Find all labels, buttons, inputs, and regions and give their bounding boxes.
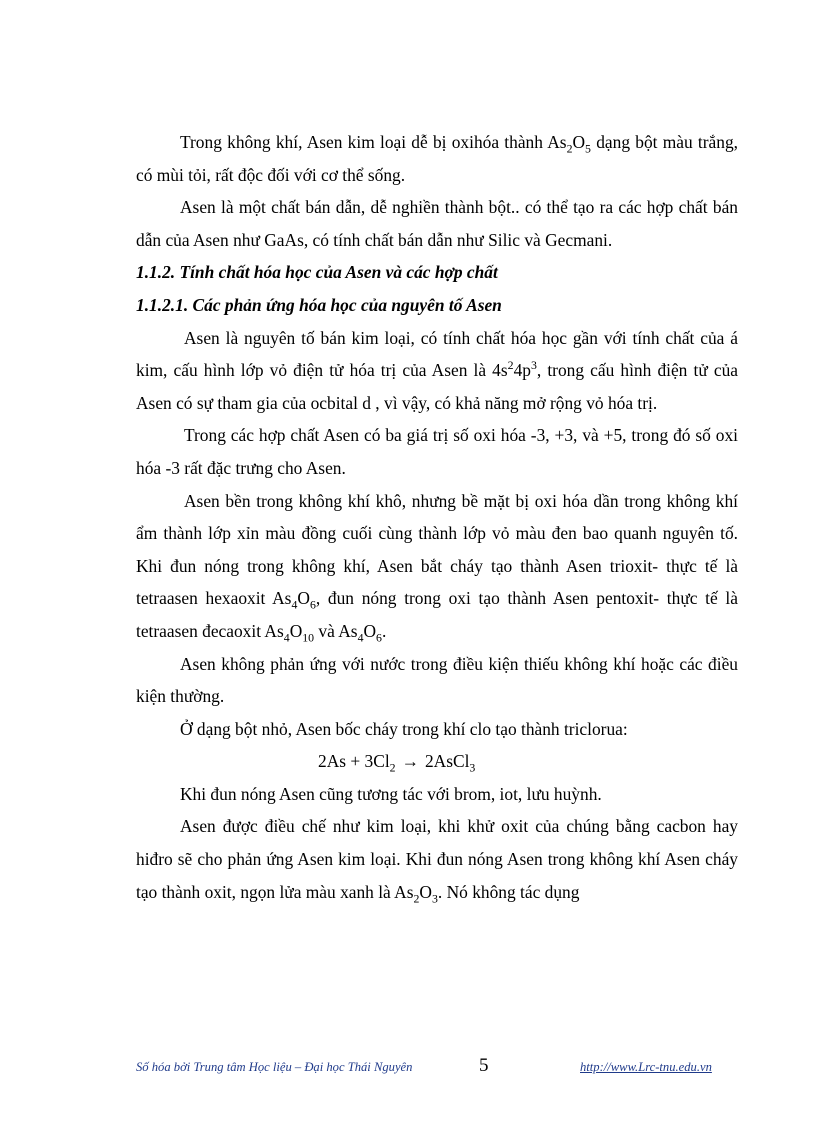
- paragraph-arsenic-oxidation: Trong không khí, Asen kim loại dễ bị oxihóa thành $As_2O_5$ dạng bột màu trắng, có mùi tỏi, rất độc đối với cơ thể sống.: [136, 132, 738, 185]
- section-heading-1-1-2-1: 1.1.2.1. Các phản ứng hóa học của nguyên tố Asen: [136, 294, 502, 315]
- paragraph-preparation: Asen được điều chế như kim loại, khi khử oxit của chúng bằng cacbon hay hiđro sẽ cho phản ứng Asen kim loại. Khi đun nóng Asen trong không khí Asen cháy tạo thành oxit, ngọn lửa màu xanh là $As_2O_3$. Nó không tác dụng: [136, 816, 738, 906]
- document-body: [136, 126, 738, 908]
- page-number: 5: [479, 1055, 489, 1076]
- paragraph-semiconductor: Asen là một chất bán dẫn, dễ nghiền thành bột.. có thể tạo ra các hợp chất bán dẫn của Asen như GaAs, có tính chất bán dẫn như Silic và Gecmani.: [136, 197, 738, 250]
- paragraph-air-stability: Asen bền trong không khí khô, nhưng bề mặt bị oxi hóa dần trong không khí ẩm thành lớp xỉn màu đồng cuối cùng thành lớp vỏ màu đen bao quanh nguyên tố. Khi đun nóng trong không khí, Asen bắt cháy tạo thành Asen trioxit- thực tế là tetraasen hexaoxit $As_4O_6$, đun nóng trong oxi tạo thành Asen pentoxit- thực tế là tetraasen đecaoxit $As_4O_{10}$ và $As_4O_6$.: [136, 490, 738, 645]
- paragraph-electron-configuration: Asen là nguyên tố bán kim loại, có tính chất hóa học gần với tính chất của á kim, cấu hình lớp vỏ điện tử hóa trị của Asen là $4s^24p^3$, trong cấu hình điện tử của Asen có sự tham gia của ocbital d , vì vậy, có khả năng mở rộng vỏ hóa trị.: [136, 327, 738, 413]
- reaction-arrow-icon: →: [401, 751, 419, 772]
- footer-attribution: Số hóa bởi Trung tâm Học liệu – Đại học Thái Nguyên: [136, 1060, 413, 1074]
- paragraph-oxidation-states: Trong các hợp chất Asen có ba giá trị số oxi hóa -3, +3, và +5, trong đó số oxi hóa -3 rất đặc trưng cho Asen.: [136, 425, 738, 478]
- chemical-equation: $2As + 3Cl_2$ → 2AsCl$_3$: [318, 751, 476, 775]
- section-heading-1-1-2: 1.1.2. Tính chất hóa học của Asen và các hợp chất: [136, 262, 498, 283]
- paragraph-halogen-reaction: Khi đun nóng Asen cũng tương tác với brom, iot, lưu huỳnh.: [180, 783, 602, 804]
- footer-website-link[interactable]: http://www.Lrc-tnu.edu.vn: [580, 1060, 712, 1074]
- paragraph-chlorine-reaction: Ở dạng bột nhỏ, Asen bốc cháy trong khí clo tạo thành triclorua:: [180, 718, 628, 739]
- paragraph-water-reaction: Asen không phản ứng với nước trong điều kiện thiếu không khí hoặc các điều kiện thường.: [136, 653, 738, 707]
- page-footer: [0, 1057, 816, 1081]
